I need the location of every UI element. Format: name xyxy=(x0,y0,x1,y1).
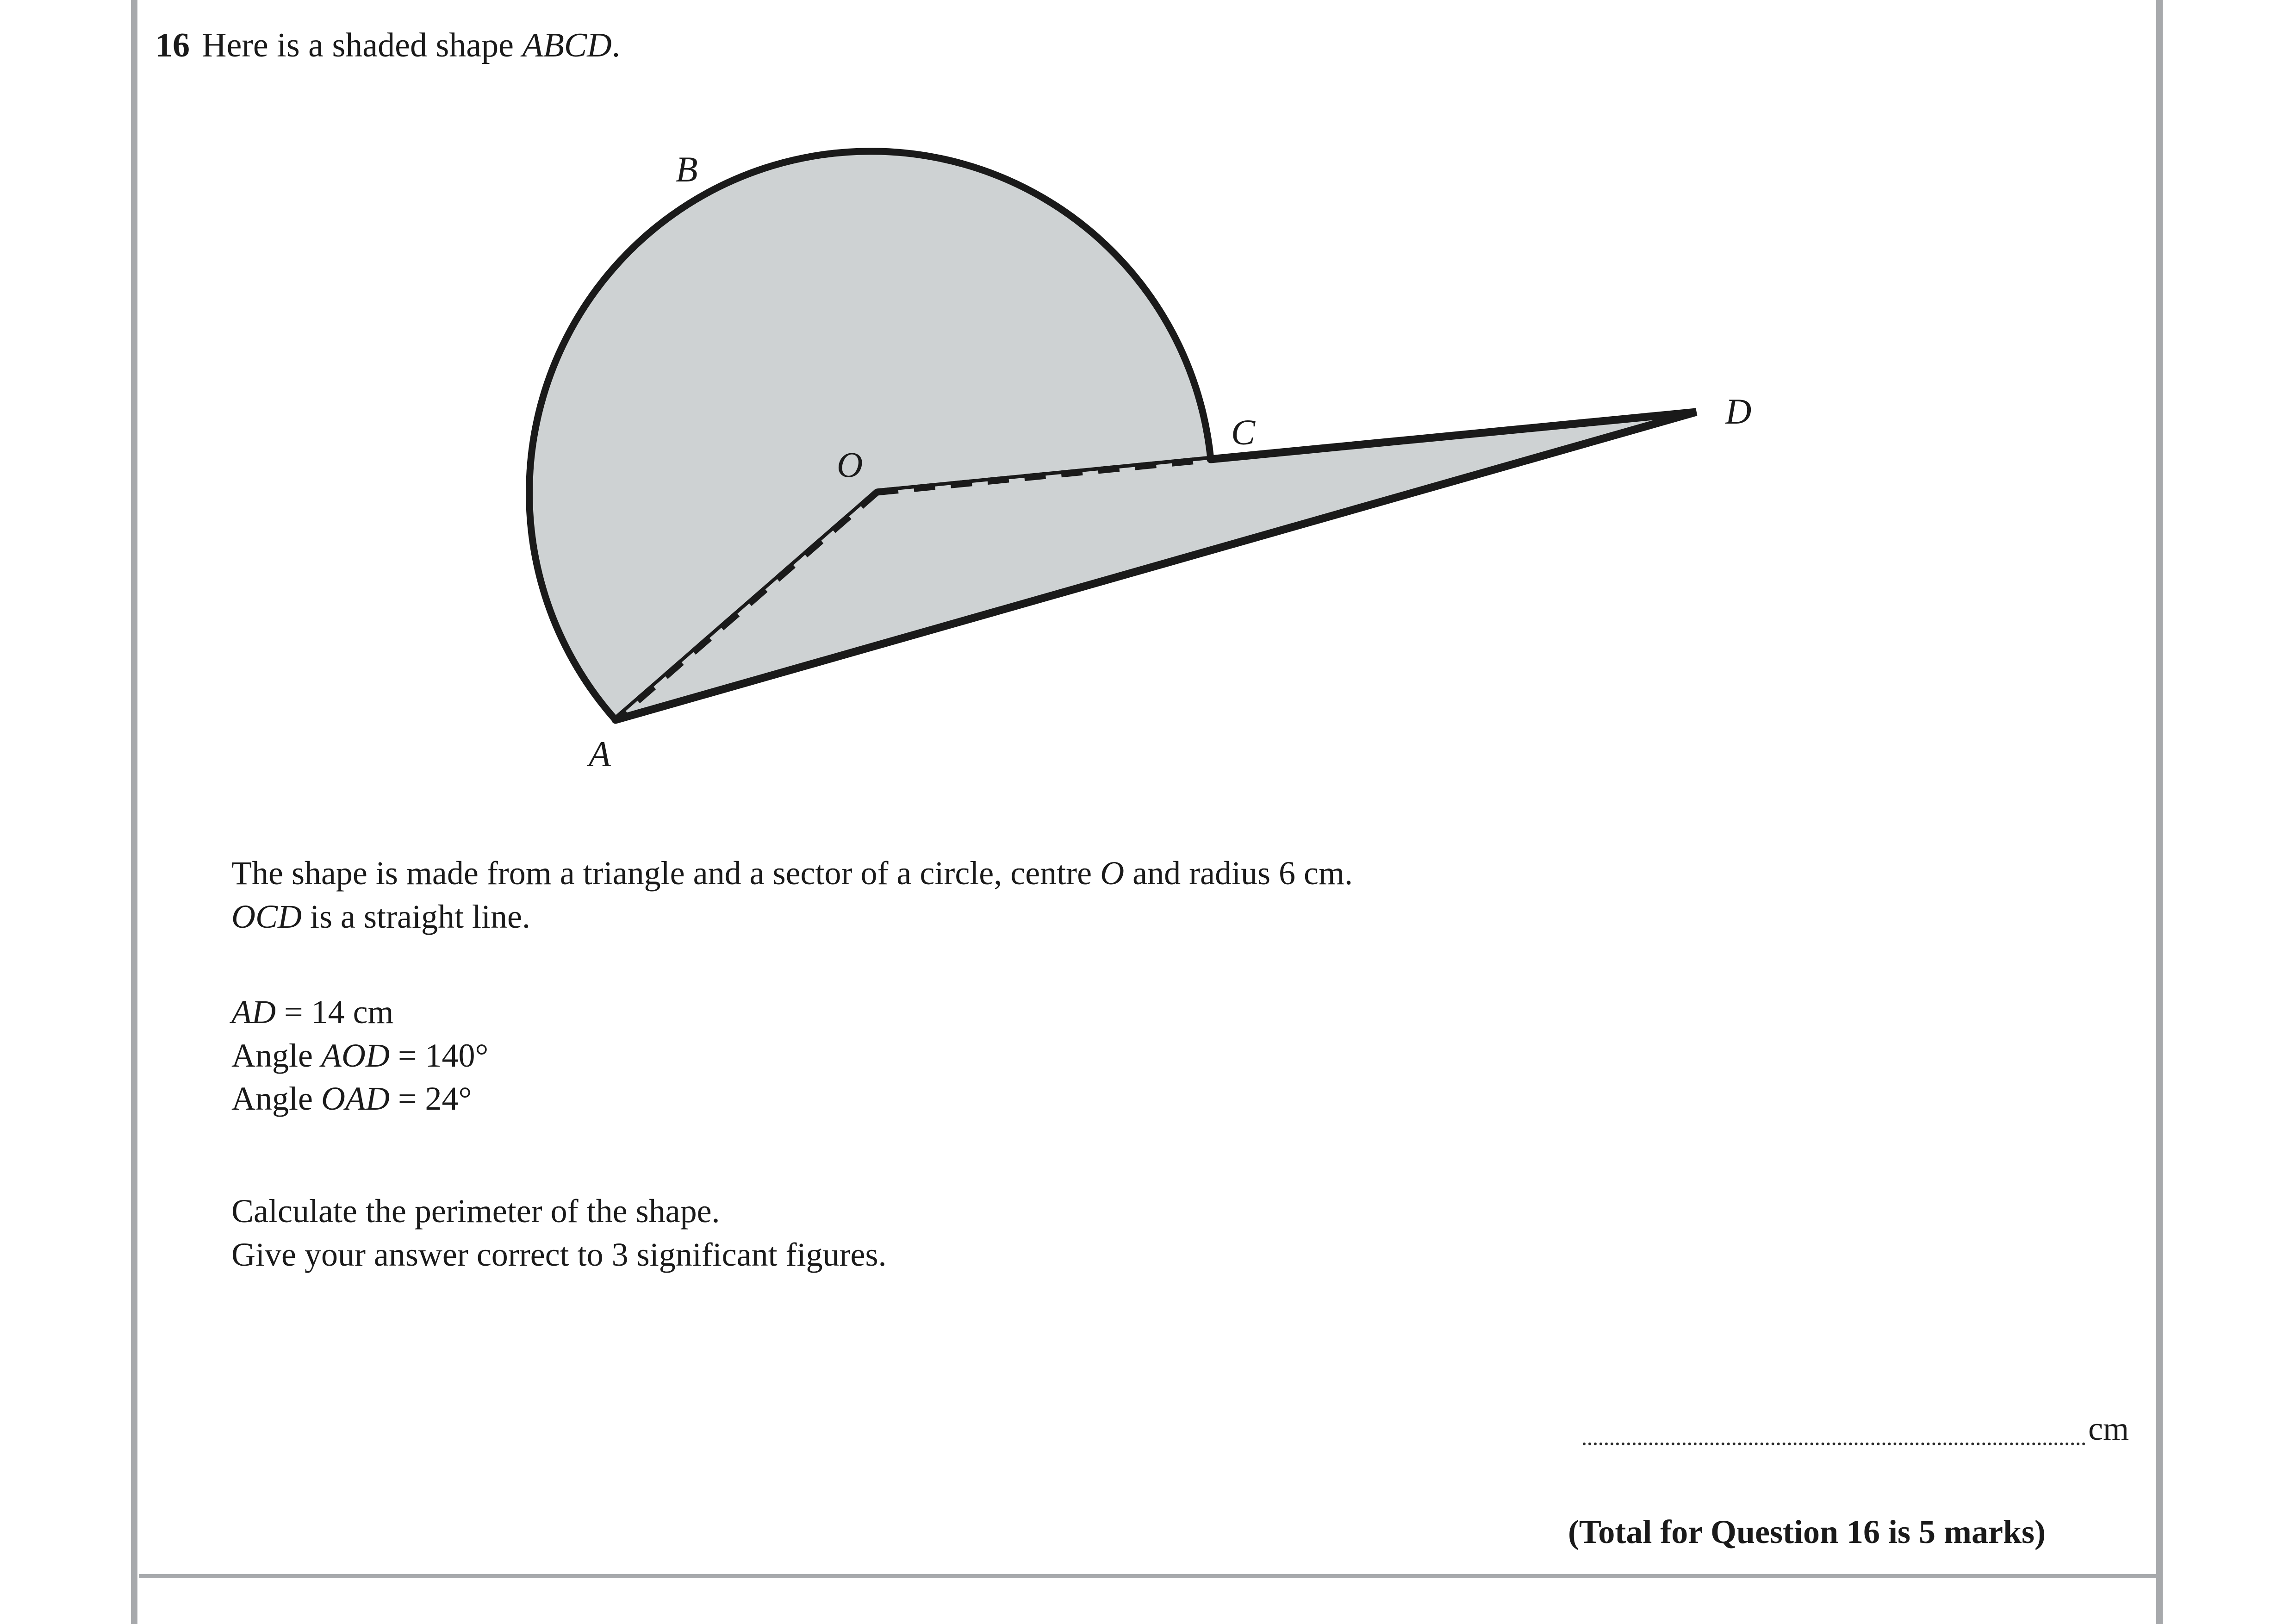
description-ocd-label: OCD xyxy=(231,898,302,935)
answer-unit-label: cm xyxy=(2088,1410,2129,1447)
vertex-label-c: C xyxy=(1231,412,1256,452)
vertex-label-o: O xyxy=(837,444,863,485)
question-number: 16 xyxy=(156,26,190,64)
question-total-marks: (Total for Question 16 is 5 marks) xyxy=(1568,1513,2046,1550)
given-ad-label: AD xyxy=(231,993,276,1031)
question-prompt-shape: ABCD xyxy=(522,26,612,64)
question-prompt-end: . xyxy=(611,26,621,64)
vertex-label-d: D xyxy=(1725,391,1752,431)
answer-input-dots[interactable] xyxy=(1583,1417,2085,1445)
givens-paragraph xyxy=(231,991,488,1121)
description-line-2-tail: is a straight line. xyxy=(302,898,530,935)
footer-rule xyxy=(139,1574,2156,1578)
answer-line[interactable] xyxy=(1583,1412,2129,1445)
description-line-1 xyxy=(231,852,1353,895)
given-angle-oad-value: = 24° xyxy=(389,1080,472,1118)
given-angle-oad-label: OAD xyxy=(321,1080,390,1118)
description-centre-label: O xyxy=(1100,855,1125,892)
task-line-2: Give your answer correct to 3 significant figures. xyxy=(231,1236,887,1273)
given-angle-aod-word: Angle xyxy=(231,1037,321,1074)
description-line-1-lead: The shape is made from a triangle and a sector of a circle, centre xyxy=(231,855,1101,892)
description-paragraph xyxy=(231,852,1353,938)
question-prompt-lead: Here is a shaded shape xyxy=(202,26,523,64)
given-angle-aod-label: AOD xyxy=(321,1037,390,1074)
description-line-1-tail: and radius 6 cm. xyxy=(1124,855,1353,892)
description-line-2 xyxy=(231,895,1353,939)
vertex-label-a: A xyxy=(589,734,611,774)
given-ad-value: = 14 cm xyxy=(275,993,394,1031)
vertex-label-b: B xyxy=(676,149,698,189)
given-angle-oad xyxy=(231,1077,488,1121)
given-ad xyxy=(231,991,488,1034)
given-angle-aod xyxy=(231,1034,488,1078)
given-angle-aod-value: = 140° xyxy=(389,1037,489,1074)
given-angle-oad-word: Angle xyxy=(231,1080,321,1118)
task-paragraph xyxy=(231,1190,887,1276)
task-line-1: Calculate the perimeter of the shape. xyxy=(231,1193,720,1230)
